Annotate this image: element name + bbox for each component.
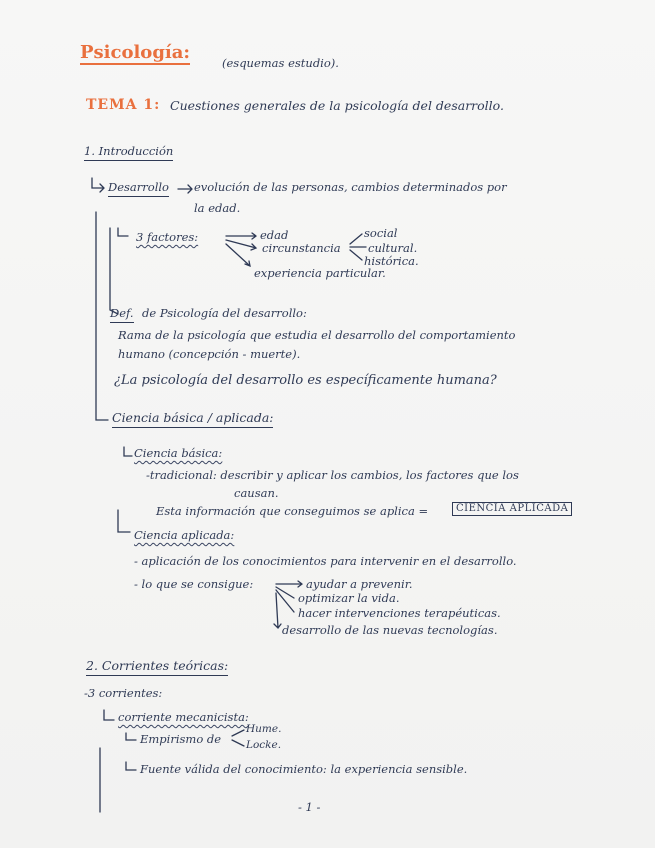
- arrow-hacer: [276, 590, 294, 612]
- question-humana: ¿La psicología del desarrollo es específicamente humana?: [114, 373, 497, 388]
- author-hume: Hume.: [246, 723, 282, 735]
- consigue-label: - lo que se consigue:: [134, 577, 254, 591]
- branch-hume: [232, 730, 244, 736]
- basica-line1: -tradicional: describir y aplicar los cambios, los factores que los: [146, 468, 519, 482]
- tema-label: TEMA 1:: [86, 97, 161, 113]
- def-line1: Rama de la psicología que estudia el desarrollo del comportamiento: [118, 328, 516, 342]
- factor-edad: edad: [260, 228, 289, 242]
- consigue-item-1: ayudar a prevenir.: [306, 577, 413, 591]
- factores-label: 3 factores:: [136, 230, 199, 244]
- ciencia-aplicada-title: Ciencia aplicada:: [134, 528, 235, 542]
- sub-social: social: [364, 226, 398, 240]
- term-desarrollo: Desarrollo: [108, 182, 169, 197]
- basica-line2: causan.: [234, 486, 279, 500]
- factor-circunstancia: circunstancia: [262, 241, 341, 255]
- factor-experiencia: experiencia particular.: [254, 266, 386, 280]
- arrow-nuevas: [274, 593, 281, 628]
- hook-arrow-desarrollo: [92, 178, 104, 192]
- hook-arrow-fuente: [126, 762, 136, 770]
- page-subtitle: (esquemas estudio).: [222, 56, 339, 70]
- desarrollo-def-line1: evolución de las personas, cambios determinados por: [194, 180, 507, 194]
- hook-arrow-aplicada: [118, 510, 130, 532]
- corrientes-count: -3 corrientes:: [84, 686, 163, 700]
- tema-title: Cuestiones generales de la psicología del desarrollo.: [170, 98, 504, 113]
- aplicada-line1: - aplicación de los conocimientos para intervenir en el desarrollo.: [134, 554, 517, 568]
- hook-arrow-empirismo: [126, 733, 136, 740]
- arrow-evolucion: [178, 185, 192, 193]
- hook-arrow-basica: [124, 447, 132, 456]
- corriente-mecanicista: corriente mecanicista:: [118, 710, 249, 724]
- def-label: Def.: [110, 308, 134, 323]
- empirismo-label: Empirismo de: [140, 732, 222, 746]
- consigue-item-4: desarrollo de las nuevas tecnologías.: [282, 623, 498, 637]
- hook-arrow-factores: [118, 228, 128, 236]
- ciencia-aplicada-box: CIENCIA APLICADA: [452, 502, 572, 516]
- branch-locke: [232, 740, 244, 746]
- page-title: Psicología:: [80, 42, 191, 63]
- def-title: de Psicología del desarrollo:: [142, 306, 307, 320]
- ciencia-basica-title: Ciencia básica:: [134, 446, 223, 460]
- branch-social: [350, 234, 362, 244]
- hook-arrow-mecanicista: [104, 710, 114, 720]
- author-locke: Locke.: [246, 739, 282, 751]
- arrow-ayudar: [276, 581, 302, 587]
- arrow-experiencia: [226, 244, 250, 266]
- ciencia-basica-aplicada: Ciencia básica / aplicada:: [112, 412, 273, 428]
- basica-line3: Esta información que conseguimos se aplica =: [156, 504, 429, 518]
- consigue-item-3: hacer intervenciones terapéuticas.: [298, 606, 501, 620]
- section-heading-introduccion: 1. Introducción: [84, 146, 173, 161]
- arrow-edad: [226, 233, 256, 239]
- page-number: - 1 -: [298, 800, 321, 814]
- inner-bracket: [110, 228, 118, 314]
- sub-historica: histórica.: [364, 254, 419, 268]
- consigue-item-2: optimizar la vida.: [298, 591, 400, 605]
- branch-historica: [350, 250, 362, 260]
- left-bracket: [96, 212, 108, 420]
- desarrollo-def-line2: la edad.: [194, 201, 241, 215]
- fuente-conocimiento: Fuente válida del conocimiento: la experiencia sensible.: [140, 762, 468, 776]
- sub-cultural: cultural.: [368, 241, 418, 255]
- section-heading-corrientes: 2. Corrientes teóricas:: [86, 660, 228, 676]
- def-line2: humano (concepción - muerte).: [118, 347, 301, 361]
